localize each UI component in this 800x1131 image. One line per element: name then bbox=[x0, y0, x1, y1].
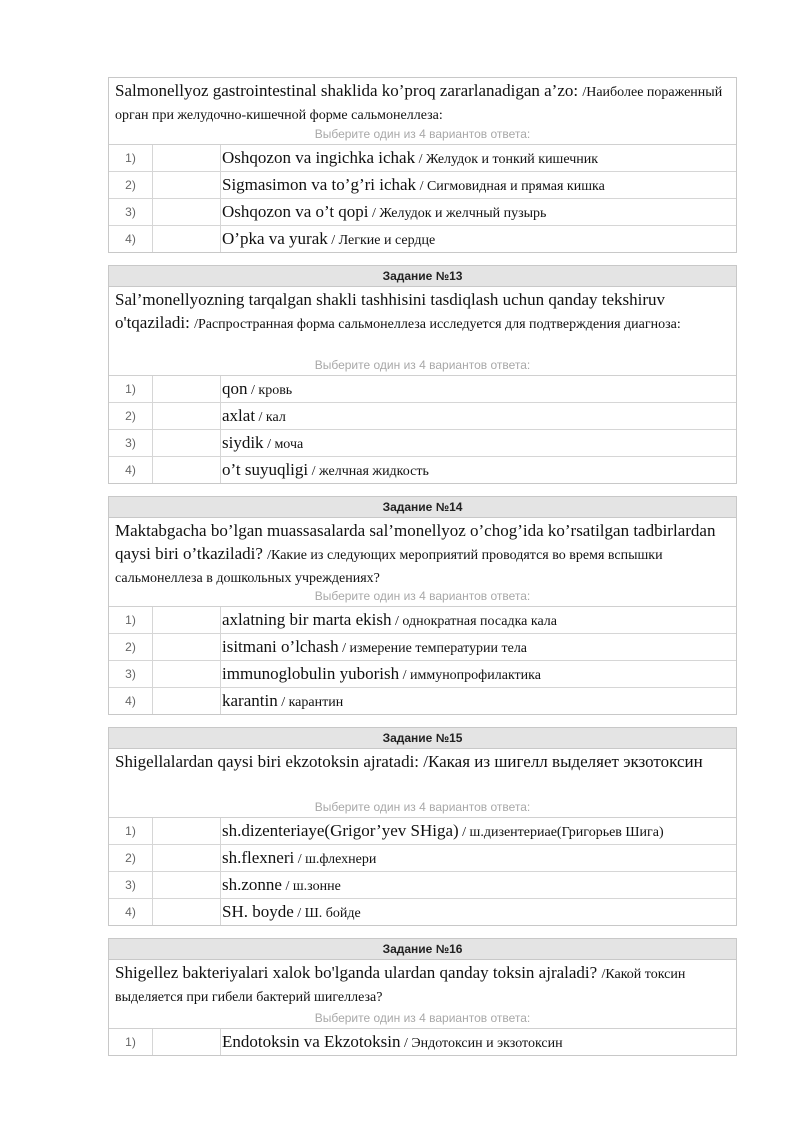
option-text bbox=[222, 607, 557, 633]
option-number: 4) bbox=[109, 899, 153, 925]
option-text-ru: / кал bbox=[255, 410, 286, 425]
option-text-ru: / карантин bbox=[277, 695, 344, 710]
task-13 bbox=[108, 265, 737, 484]
option-text-ru: / Ш. бойде bbox=[293, 906, 361, 921]
option-row[interactable] bbox=[109, 688, 736, 714]
option-number: 3) bbox=[109, 661, 153, 687]
option-text-uz: Oshqozon va o’t qopi bbox=[222, 202, 369, 221]
question-ru: /Наиболее пораженный орган при желудочно-кишечной форме сальмонеллеза: bbox=[115, 85, 723, 123]
option-text-uz: siydik bbox=[222, 433, 264, 452]
option-text-uz: Endotoksin va Ekzotoksin bbox=[222, 1032, 401, 1051]
option-text bbox=[222, 845, 376, 871]
option-select-cell[interactable] bbox=[153, 226, 221, 252]
option-row[interactable] bbox=[109, 403, 736, 430]
question bbox=[109, 78, 736, 124]
option-text-ru: / однократная посадка кала bbox=[391, 614, 557, 629]
option-text bbox=[222, 1029, 563, 1055]
option-number: 1) bbox=[109, 818, 153, 844]
answer-instruction: Выберите один из 4 вариантов ответа: bbox=[109, 586, 736, 607]
question-ru: /Какие из следующих мероприятий проводятся во время вспышки сальмонеллеза в дошкольных учреждениях? bbox=[115, 548, 663, 586]
task-header: Задание №16 bbox=[109, 939, 736, 960]
option-row[interactable] bbox=[109, 634, 736, 661]
answer-instruction: Выберите один из 4 вариантов ответа: bbox=[109, 1008, 736, 1029]
option-text bbox=[222, 430, 303, 456]
option-number: 2) bbox=[109, 403, 153, 429]
option-number: 4) bbox=[109, 226, 153, 252]
option-text bbox=[222, 172, 605, 198]
option-text-ru: / иммунопрофилактика bbox=[399, 668, 541, 683]
option-number: 1) bbox=[109, 376, 153, 402]
question-uz: Salmonellyoz gastrointestinal shaklida ko’proq zararlanadigan a’zo: bbox=[115, 81, 583, 100]
option-text bbox=[222, 199, 546, 225]
option-text-ru: / измерение температурии тела bbox=[338, 641, 528, 656]
option-row[interactable] bbox=[109, 607, 736, 634]
option-row[interactable] bbox=[109, 872, 736, 899]
task-16 bbox=[108, 938, 737, 1056]
option-text-ru: / ш.флехнери bbox=[294, 852, 377, 867]
option-row[interactable] bbox=[109, 145, 736, 172]
option-text-ru: / Желудок и тонкий кишечник bbox=[415, 152, 599, 167]
option-text bbox=[222, 226, 435, 252]
option-select-cell[interactable] bbox=[153, 1029, 221, 1055]
option-text bbox=[222, 634, 527, 660]
option-text-ru: / ш.зонне bbox=[281, 879, 341, 894]
option-select-cell[interactable] bbox=[153, 899, 221, 925]
question bbox=[109, 287, 736, 355]
question-ru: /Какой токсин выделяется при гибели бактерий шигеллеза? bbox=[115, 967, 686, 1005]
option-select-cell[interactable] bbox=[153, 457, 221, 483]
option-row[interactable] bbox=[109, 457, 736, 483]
question bbox=[109, 749, 736, 797]
options-list bbox=[109, 1029, 736, 1055]
option-select-cell[interactable] bbox=[153, 607, 221, 633]
option-text-uz: qon bbox=[222, 379, 248, 398]
option-number: 2) bbox=[109, 634, 153, 660]
options-list bbox=[109, 818, 736, 925]
option-text-uz: isitmani o’lchash bbox=[222, 637, 339, 656]
option-text-ru: / кровь bbox=[247, 383, 293, 398]
option-text-uz: Oshqozon va ingichka ichak bbox=[222, 148, 416, 167]
option-text bbox=[222, 818, 664, 844]
option-row[interactable] bbox=[109, 226, 736, 252]
option-text-uz: SH. boyde bbox=[222, 902, 294, 921]
option-number: 3) bbox=[109, 430, 153, 456]
task-12 bbox=[108, 77, 737, 253]
option-row[interactable] bbox=[109, 661, 736, 688]
option-number: 1) bbox=[109, 1029, 153, 1055]
option-number: 4) bbox=[109, 457, 153, 483]
task-header: Задание №13 bbox=[109, 266, 736, 287]
option-number: 2) bbox=[109, 172, 153, 198]
option-text-uz: O’pka va yurak bbox=[222, 229, 328, 248]
option-row[interactable] bbox=[109, 1029, 736, 1055]
option-number: 1) bbox=[109, 145, 153, 171]
option-text bbox=[222, 661, 541, 687]
option-select-cell[interactable] bbox=[153, 145, 221, 171]
option-text bbox=[222, 872, 341, 898]
option-select-cell[interactable] bbox=[153, 376, 221, 402]
option-row[interactable] bbox=[109, 172, 736, 199]
options-list bbox=[109, 607, 736, 714]
option-text-uz: axlat bbox=[222, 406, 256, 425]
task-header: Задание №15 bbox=[109, 728, 736, 749]
question-uz: Maktabgacha bo’lgan muassasalarda sal’monellyoz o’chog’ida ko’rsatilgan tadbirlardan qaysi biri o’tkaziladi? bbox=[115, 521, 716, 563]
question-uz: Shigellez bakteriyalari xalok bo'lganda ulardan qanday toksin ajraladi? bbox=[115, 963, 602, 982]
option-text-uz: o’t suyuqligi bbox=[222, 460, 309, 479]
task-header: Задание №14 bbox=[109, 497, 736, 518]
option-text-uz: sh.dizenteriaye(Grigor’yev SHiga) bbox=[222, 821, 459, 840]
option-text-ru: / Желудок и желчный пузырь bbox=[368, 206, 547, 221]
task-15 bbox=[108, 727, 737, 926]
option-row[interactable] bbox=[109, 199, 736, 226]
option-select-cell[interactable] bbox=[153, 199, 221, 225]
option-text-uz: immunoglobulin yuborish bbox=[222, 664, 400, 683]
option-select-cell[interactable] bbox=[153, 430, 221, 456]
answer-instruction: Выберите один из 4 вариантов ответа: bbox=[109, 797, 736, 818]
option-text bbox=[222, 403, 286, 429]
options-list bbox=[109, 145, 736, 252]
option-number: 3) bbox=[109, 199, 153, 225]
question-ru: /Распространная форма сальмонеллеза исследуется для подтверждения диагноза: bbox=[194, 317, 681, 332]
option-text-uz: Sigmasimon va to’g’ri ichak bbox=[222, 175, 417, 194]
option-number: 4) bbox=[109, 688, 153, 714]
answer-instruction: Выберите один из 4 вариантов ответа: bbox=[109, 355, 736, 376]
option-text-ru: / моча bbox=[263, 437, 304, 452]
option-text-uz: karantin bbox=[222, 691, 278, 710]
option-text-ru: / Эндотоксин и экзотоксин bbox=[400, 1036, 563, 1051]
option-row[interactable] bbox=[109, 899, 736, 925]
option-row[interactable] bbox=[109, 818, 736, 845]
option-text bbox=[222, 688, 343, 714]
question bbox=[109, 518, 736, 586]
option-select-cell[interactable] bbox=[153, 634, 221, 660]
option-select-cell[interactable] bbox=[153, 872, 221, 898]
option-text-ru: / ш.дизентериае(Григорьев Шига) bbox=[458, 825, 664, 840]
question-uz: Shigellalardan qaysi biri ekzotoksin ajratadi: /Какая из шигелл выделяет экзотоксин bbox=[115, 752, 703, 771]
option-text-uz: axlatning bir marta ekish bbox=[222, 610, 392, 629]
option-row[interactable] bbox=[109, 430, 736, 457]
option-text-uz: sh.zonne bbox=[222, 875, 282, 894]
option-text bbox=[222, 899, 361, 925]
option-text bbox=[222, 376, 292, 402]
option-select-cell[interactable] bbox=[153, 818, 221, 844]
task-14 bbox=[108, 496, 737, 715]
option-text bbox=[222, 457, 429, 483]
option-select-cell[interactable] bbox=[153, 688, 221, 714]
option-select-cell[interactable] bbox=[153, 172, 221, 198]
option-row[interactable] bbox=[109, 845, 736, 872]
question bbox=[109, 960, 736, 1008]
answer-instruction: Выберите один из 4 вариантов ответа: bbox=[109, 124, 736, 145]
option-select-cell[interactable] bbox=[153, 845, 221, 871]
option-number: 2) bbox=[109, 845, 153, 871]
option-text-uz: sh.flexneri bbox=[222, 848, 295, 867]
question-uz: Sal’monellyozning tarqalgan shakli tashhisini tasdiqlash uchun qanday tekshiruv o'tqaziladi: bbox=[115, 290, 666, 332]
option-select-cell[interactable] bbox=[153, 403, 221, 429]
option-text-ru: / желчная жидкость bbox=[308, 464, 429, 479]
option-text-ru: / Сигмовидная и прямая кишка bbox=[416, 179, 605, 194]
option-number: 3) bbox=[109, 872, 153, 898]
option-text bbox=[222, 145, 598, 171]
options-list bbox=[109, 376, 736, 483]
option-number: 1) bbox=[109, 607, 153, 633]
option-text-ru: / Легкие и сердце bbox=[327, 233, 436, 248]
option-select-cell[interactable] bbox=[153, 661, 221, 687]
option-row[interactable] bbox=[109, 376, 736, 403]
